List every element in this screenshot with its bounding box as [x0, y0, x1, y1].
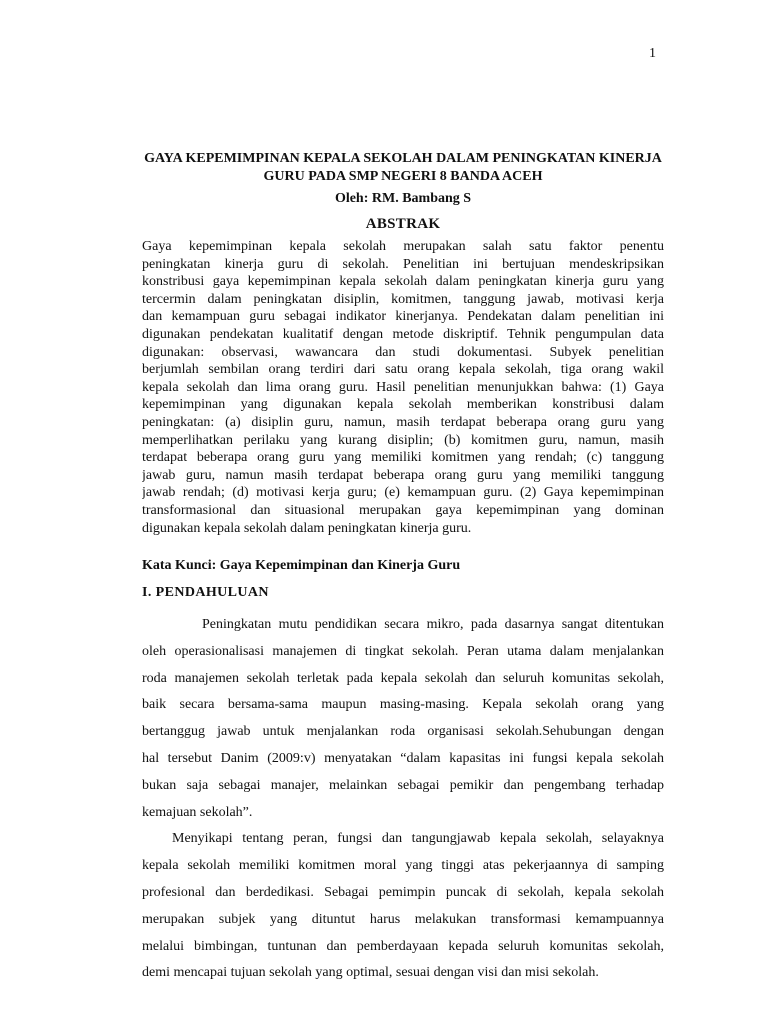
abstract-line: digunakan kepala sekolah dalam peningkatan kinerja guru.: [142, 520, 472, 536]
body-line: merupakan subjek yang dituntut harus melakukan transformasi kemampuannya: [142, 911, 664, 927]
abstract-heading: ABSTRAK: [365, 216, 441, 232]
abstract-line: memperlihatkan perilaku yang kurang disiplin; (b) komitmen guru, namun, masih: [142, 432, 664, 448]
body-line: profesional dan berdedikasi. Sebagai pemimpin puncak di sekolah, kepala sekolah: [142, 884, 664, 900]
abstract-paragraph: [142, 238, 664, 537]
abstract-line: tercermin dalam peningkatan disiplin, komitmen, tanggung jawab, motivasi kerja: [142, 291, 664, 307]
body-line: bertanggug jawab untuk menjalankan roda organisasi sekolah.Sehubungan dengan: [142, 724, 664, 740]
body-line: Menyikapi tentang peran, fungsi dan tangungjawab kepala sekolah, selayaknya: [172, 831, 664, 847]
body-line: kepala sekolah memiliki komitmen moral yang tinggi atas pekerjaannya di samping: [142, 858, 664, 874]
abstract-line: konstribusi gaya kepemimpinan kepala sekolah dalam peningkatan kinerja guru yang: [142, 274, 664, 290]
abstract-line: digunakan: observasi, wawancara dan studi dokumentasi. Subyek penelitian: [142, 344, 664, 360]
abstract-line: terdapat beberapa orang guru yang memiliki komitmen yang rendah; (c) tanggung: [142, 450, 664, 466]
abstract-line: kepemimpinan yang digunakan kepala sekolah memberikan konstribusi dalam: [142, 397, 664, 413]
body-line: Peningkatan mutu pendidikan secara mikro, pada dasarnya sangat ditentukan: [202, 617, 664, 632]
paper-title-line-2: GURU PADA SMP NEGERI 8 BANDA ACEH: [263, 169, 543, 184]
abstract-line: dan kemampuan guru sebagai indikator kinerjanya. Pendekatan dalam penelitian ini: [142, 309, 664, 325]
body-line: oleh operasionalisasi manajemen di tingkat sekolah. Peran utama dalam menjalankan: [142, 643, 664, 659]
abstract-line: jawab guru, namun masih terdapat beberapa orang guru yang memiliki tanggung: [142, 467, 664, 483]
abstract-line: berjumlah sembilan orang terdiri dari satu orang kepala sekolah, tiga orang wakil: [142, 362, 664, 378]
abstract-line: Gaya kepemimpinan kepala sekolah merupakan salah satu faktor penentu: [142, 239, 664, 254]
abstract-line: digunakan pendekatan kualitatif dengan metode diskriptif. Tehnik pengumpulan data: [142, 326, 664, 342]
paper-title: [142, 150, 664, 186]
paper-title-line-1: GAYA KEPEMIMPINAN KEPALA SEKOLAH DALAM PENINGKATAN KINERJA: [144, 151, 662, 166]
abstract-line: peningkatan kinerja guru di sekolah. Penelitian ini bertujuan mendeskripsikan: [142, 256, 664, 272]
body-line: kemajuan sekolah”.: [142, 804, 253, 820]
body-paragraphs: [142, 612, 664, 987]
author-line: Oleh: RM. Bambang S: [334, 191, 472, 206]
page-number: 1: [649, 46, 656, 61]
keywords-line: Kata Kunci: Gaya Kepemimpinan dan Kinerja Guru: [142, 558, 461, 573]
body-line: roda manajemen sekolah terletak pada kepala sekolah dan seluruh komunitas sekolah,: [142, 670, 664, 686]
body-line: demi mencapai tujuan sekolah yang optimal, sesuai dengan visi dan misi sekolah.: [142, 965, 599, 981]
abstract-line: peningkatan: (a) disiplin guru, namun, masih terdapat beberapa orang guru yang: [142, 414, 664, 430]
body-line: hal tersebut Danim (2009:v) menyatakan “dalam kapasitas ini fungsi kepala sekolah: [142, 750, 664, 766]
abstract-line: jawab rendah; (d) motivasi kerja guru; (e) kemampuan guru. (2) Gaya kepemimpinan: [142, 485, 664, 501]
body-line: bukan saja sebagai manajer, melainkan sebagai pemikir dan pengembang terhadap: [142, 777, 664, 793]
abstract-line: transformasional dan situasional merupakan gaya kepemimpinan yang dominan: [142, 502, 664, 518]
body-line: melalui bimbingan, tuntunan dan pemberdayaan kepada seluruh komunitas sekolah,: [142, 938, 664, 954]
section-heading: I. PENDAHULUAN: [142, 585, 269, 600]
abstract-line: kepala sekolah dan lima orang guru. Hasil penelitian menunjukkan bahwa: (1) Gaya: [142, 379, 664, 395]
body-line: baik secara bersama-sama maupun masing-masing. Kepala sekolah orang yang: [142, 697, 664, 713]
